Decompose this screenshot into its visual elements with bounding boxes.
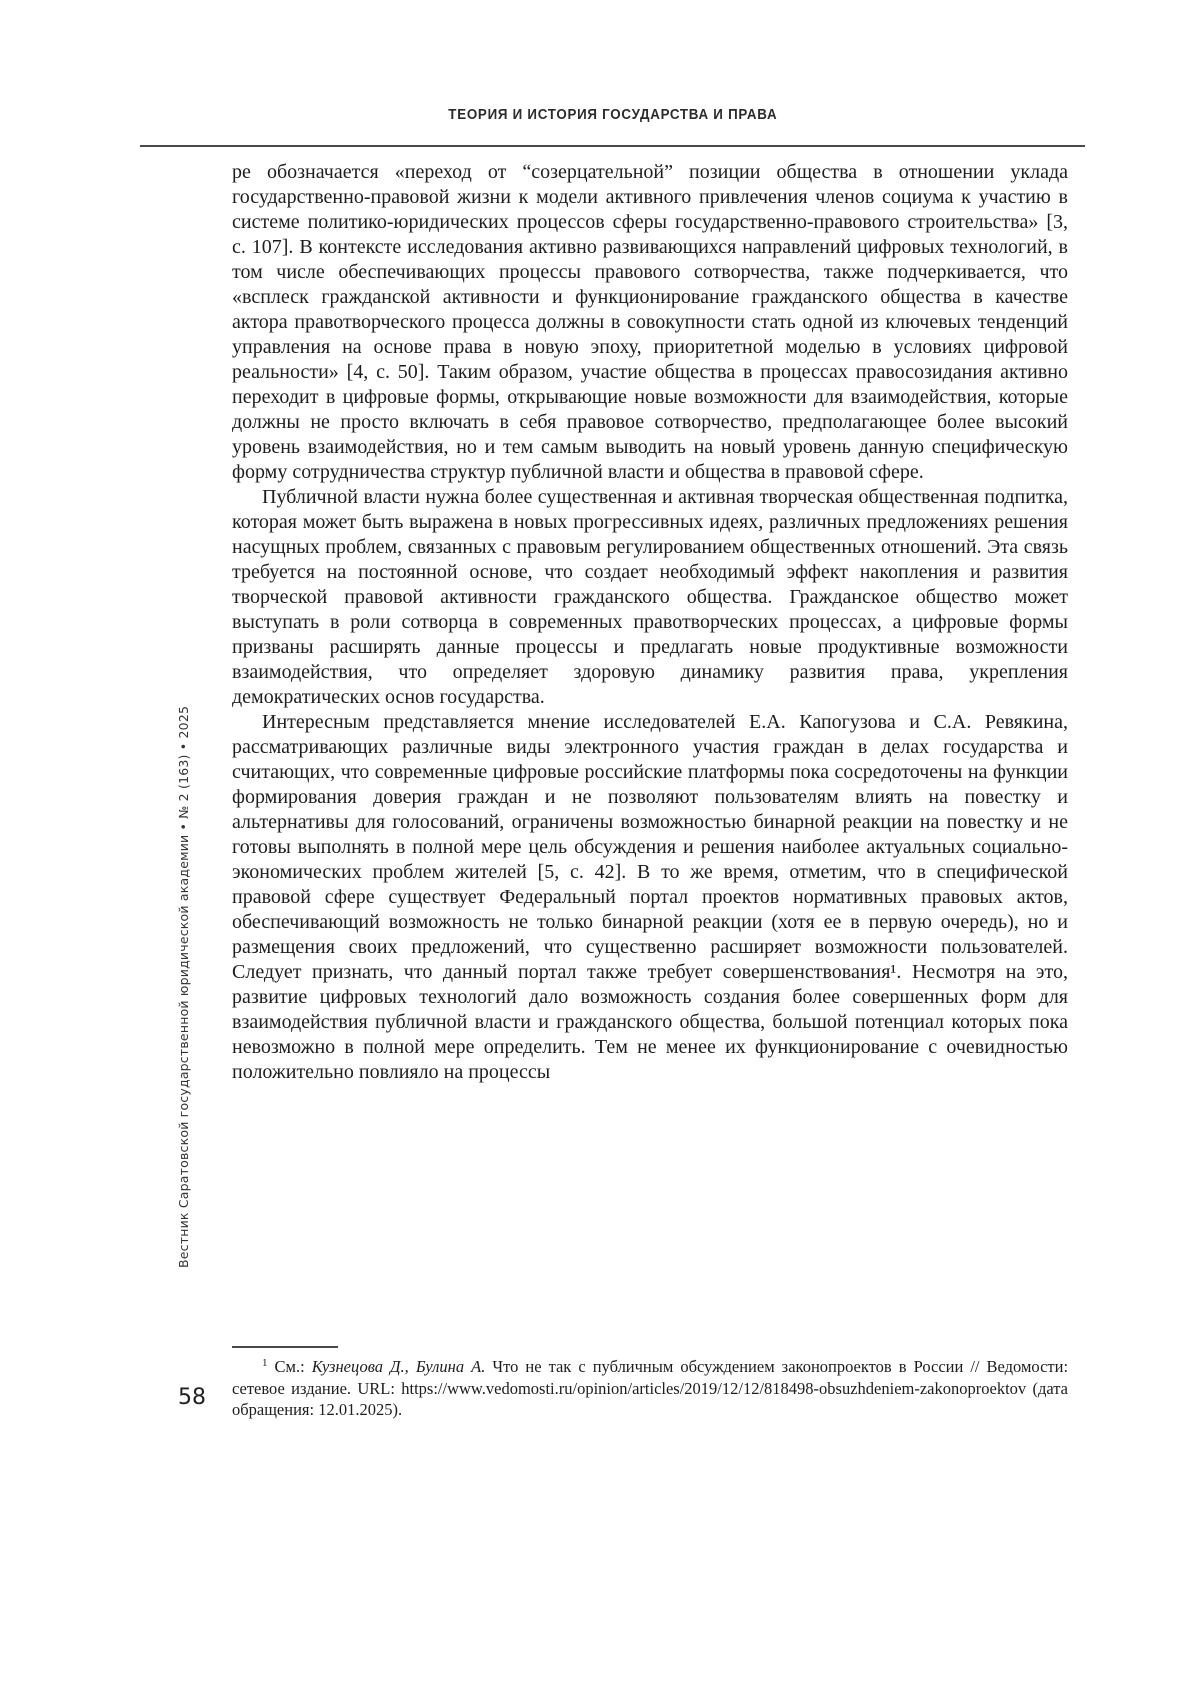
footnote-citation-prefix: См.:: [274, 1357, 312, 1376]
journal-info-vertical: Вестник Саратовской государственной юридической академии • № 2 (163) • 2025: [176, 705, 191, 1268]
footnote-rule: [232, 1346, 338, 1348]
footnote-body: [232, 1356, 1068, 1421]
running-head: [140, 106, 1085, 124]
body-paragraph: ре обозначается «переход от “созерцательной” позиции общества в отношении уклада государственно-правовой жизни к модели активного привлечения членов социума к участию в системе политико-юридических процессов сферы государственно-правового строительства» [3, с. 107]. В контексте исследования активно развивающихся направлений цифровых технологий, в том числе обеспечивающих процессы правового сотворчества, также подчеркивается, что «всплеск гражданской активности и функционирование гражданского общества в качестве актора правотворческого процесса должны в совокупности стать одной из ключевых тенденций управления на основе права в новую эпоху, приоритетной моделью в условиях цифровой реальности» [4, с. 50]. Таким образом, участие общества в процессах правосозидания активно переходит в цифровые формы, открывающие новые возможности для взаимодействия, которые должны не просто включать в себя правовое сотворчество, предполагающее более высокий уровень взаимодействия, но и тем самым выводить на новый уровень данную специфическую форму сотрудничества структур публичной власти и общества в правовой сфере.: [232, 161, 1068, 483]
body-paragraph: Публичной власти нужна более существенная и активная творческая общественная подпитка, которая может быть выражена в новых прогрессивных идеях, различных предложениях решения насущных проблем, связанных с правовым регулированием общественных отношений. Эта связь требуется на постоянной основе, что создает необходимый эффект накопления и развития творческой правовой активности гражданского общества. Гражданское общество может выступать в роли сотворца в современных правотворческих процессах, а цифровые формы призваны расширять данные процессы и предлагать новые продуктивные возможности взаимодействия, что определяет здоровую динамику развития права, укрепления демократических основ государства.: [232, 486, 1068, 708]
body-paragraph: Интересным представляется мнение исследователей Е.А. Капогузова и С.А. Ревякина, рассматривающих различные виды электронного участия граждан в делах государства и считающих, что современные цифровые российские платформы пока сосредоточены на функции формирования доверия граждан и не позволяют пользователям влиять на повестку и альтернативы для голосований, ограничены возможностью бинарной реакции на повестку и не готовы выполнять в полной мере цель обсуждения и решения наиболее актуальных социально-экономических проблем жителей [5, с. 42]. В то же время, отметим, что в специфической правовой сфере существует Федеральный портал проектов нормативных правовых актов, обеспечивающий возможность не только бинарной реакции (хотя ее в первую очередь), но и размещения своих предложений, что существенно расширяет возможности пользователей. Следует признать, что данный портал также требует совершенствования¹. Несмотря на это, развитие цифровых технологий дало возможность создания более совершенных форм для взаимодействия публичной власти и гражданского общества, большой потенциал которых пока невозможно в полной мере определить. Тем не менее их функционирование с очевидностью положительно повлияло на процессы: [232, 711, 1068, 1083]
header-rule: [140, 145, 1085, 147]
section-title: ТЕОРИЯ И ИСТОРИЯ ГОСУДАРСТВА И ПРАВА: [447, 107, 778, 123]
footnote: [232, 1346, 1068, 1421]
footnote-marker: 1: [262, 1356, 268, 1369]
footnote-text: Что не так с публичным обсуждением законопроектов в России // Ведомости: сетевое издание. URL: https://www.vedomosti.ru/opinion/articles/2019/12/12/818498-obsuzhdeniem-zakonoproektov (дата обращения: 12.01.2025).: [232, 1357, 1069, 1419]
footnote-authors: Кузнецова Д., Булина А.: [311, 1357, 486, 1376]
page-number: 58: [178, 1385, 206, 1410]
article-body: [232, 160, 1068, 1085]
